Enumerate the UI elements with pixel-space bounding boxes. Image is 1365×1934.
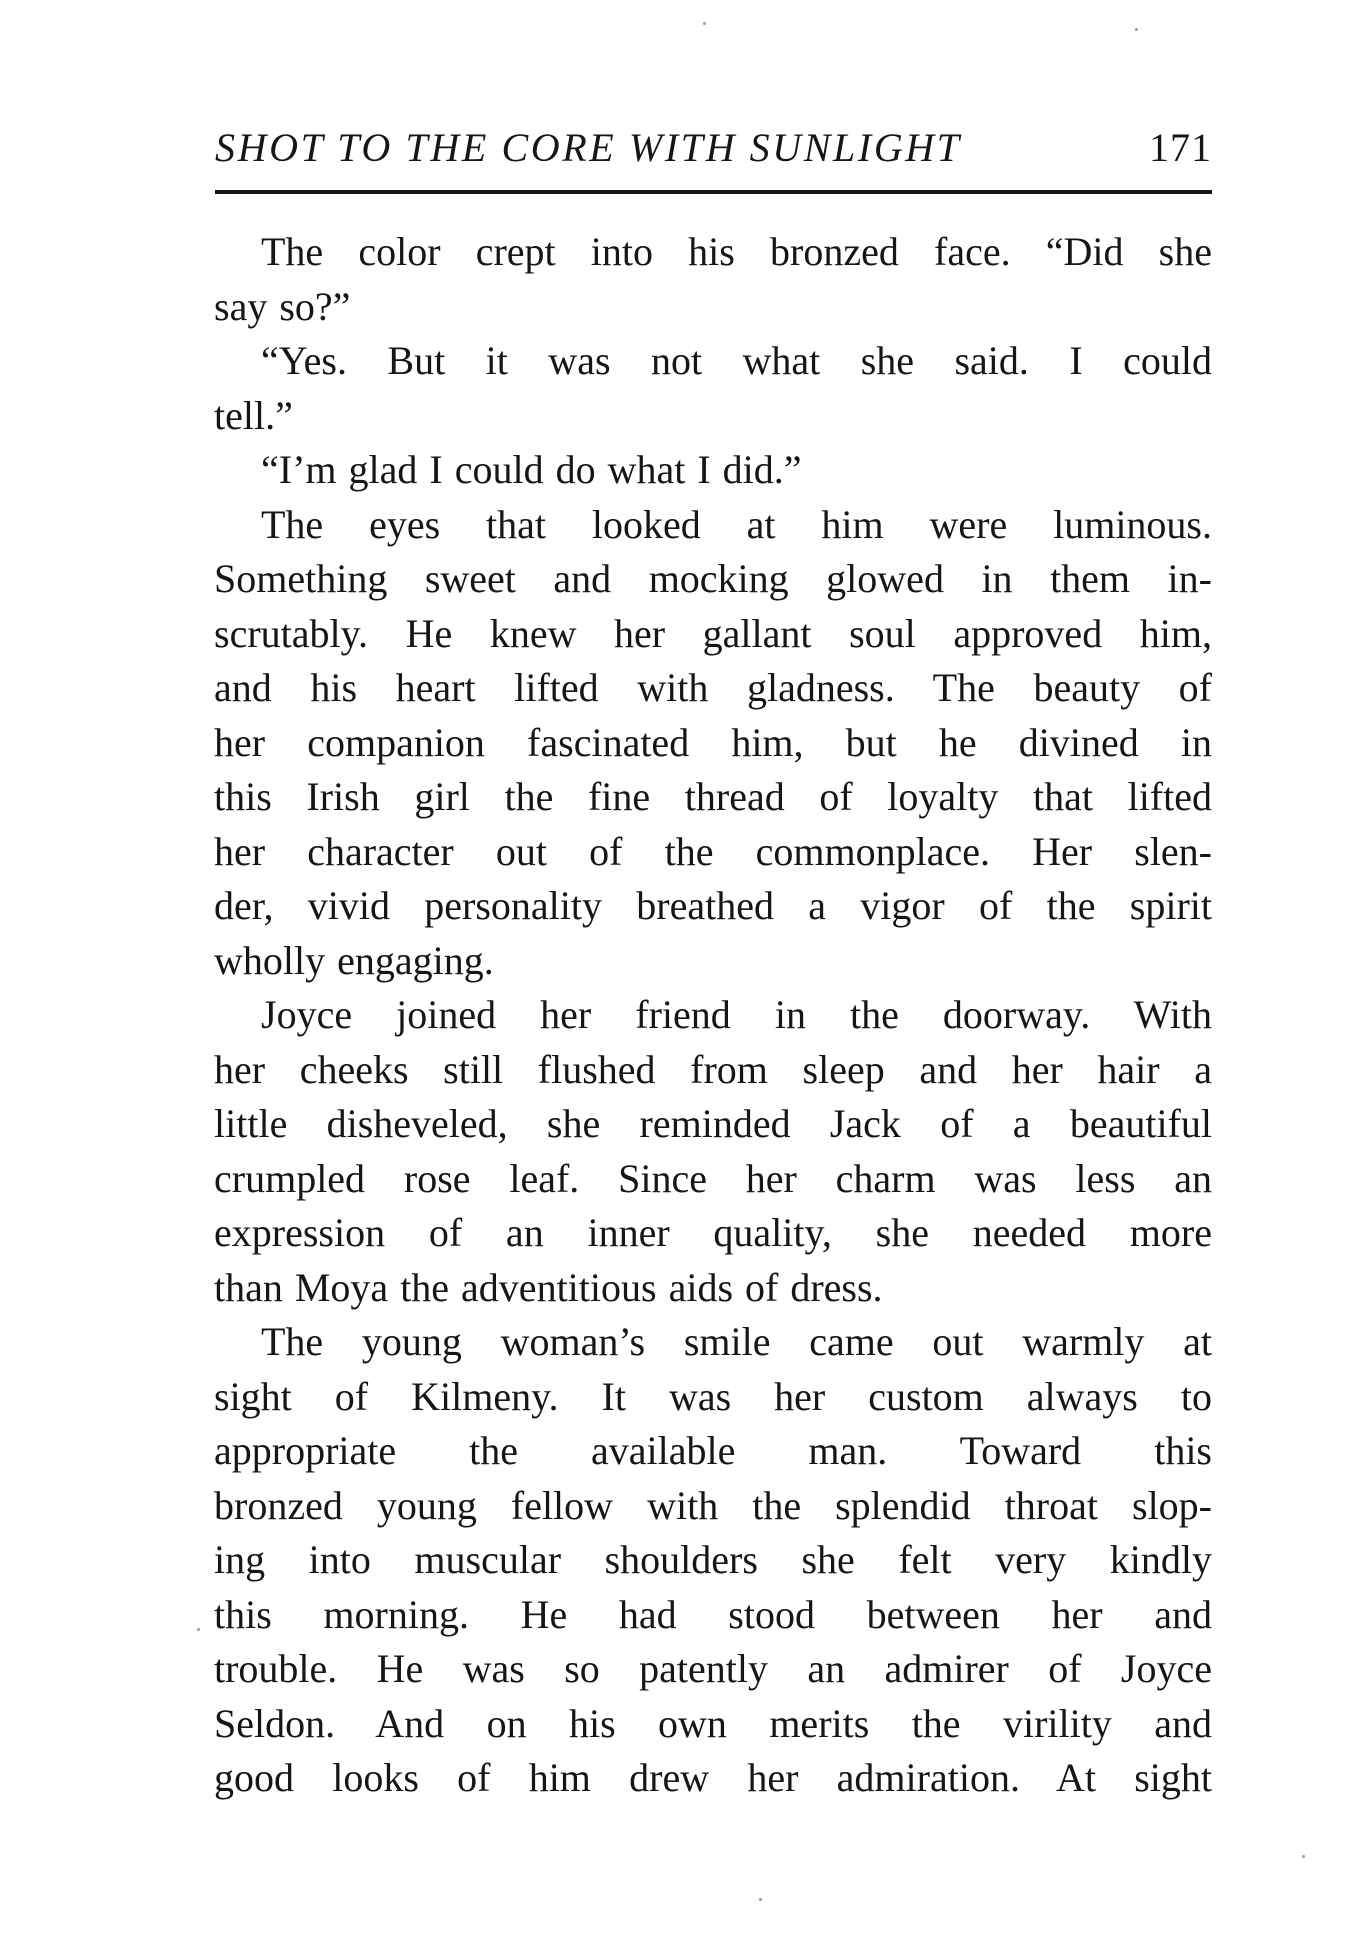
text-line: Joyce joined her friend in the doorway. With bbox=[261, 992, 1212, 1037]
text-line: sight of Kilmeny. It was her custom always to bbox=[214, 1373, 1212, 1419]
body-text bbox=[214, 225, 1212, 1806]
text-line: this Irish girl the fine thread of loyalty that lifted bbox=[214, 774, 1212, 819]
text-line: Seldon. And on his own merits the virility and bbox=[214, 1700, 1212, 1746]
scan-speck bbox=[703, 22, 706, 25]
scan-speck bbox=[759, 1898, 762, 1901]
paragraph bbox=[214, 443, 1212, 498]
text-line: ing into muscular shoulders she felt very kindly bbox=[214, 1537, 1212, 1582]
paragraph bbox=[214, 334, 1212, 443]
text-line: crumpled rose leaf. Since her charm was less an bbox=[214, 1155, 1212, 1201]
text-line: bronzed young fellow with the splendid throat slop- bbox=[214, 1482, 1212, 1528]
text-line: The color crept into his bronzed face. “Did she bbox=[261, 229, 1212, 274]
text-line: der, vivid personality breathed a vigor of the spirit bbox=[214, 883, 1212, 928]
text-line: her companion fascinated him, but he divined in bbox=[214, 719, 1212, 765]
paragraph bbox=[214, 498, 1212, 989]
text-line: little disheveled, she reminded Jack of a beautiful bbox=[214, 1101, 1212, 1146]
text-line: say so?” bbox=[214, 283, 351, 329]
text-line: The eyes that looked at him were luminous. bbox=[261, 501, 1212, 547]
text-line: her cheeks still flushed from sleep and her hair a bbox=[214, 1046, 1212, 1092]
text-line: appropriate the available man. Toward this bbox=[214, 1428, 1212, 1473]
running-title: SHOT TO THE CORE WITH SUNLIGHT bbox=[215, 125, 962, 170]
text-line: scrutably. He knew her gallant soul approved him, bbox=[214, 610, 1212, 656]
text-line: “Yes. But it was not what she said. I could bbox=[261, 338, 1212, 383]
text-line: Something sweet and mocking glowed in them in- bbox=[214, 556, 1212, 601]
scan-speck bbox=[197, 1628, 200, 1631]
text-line: The young woman’s smile came out warmly at bbox=[261, 1319, 1212, 1364]
scan-speck bbox=[1302, 1855, 1305, 1858]
text-line: this morning. He had stood between her and bbox=[214, 1591, 1212, 1637]
paragraph bbox=[214, 988, 1212, 1315]
text-line: her character out of the commonplace. Her slen- bbox=[214, 828, 1212, 874]
paragraph bbox=[214, 225, 1212, 334]
scan-speck bbox=[1135, 28, 1138, 31]
page-number: 171 bbox=[1149, 125, 1212, 170]
text-line: good looks of him drew her admiration. At sight bbox=[214, 1755, 1212, 1800]
paragraph bbox=[214, 1315, 1212, 1806]
text-line: expression of an inner quality, she needed more bbox=[214, 1210, 1212, 1255]
text-line: and his heart lifted with gladness. The beauty of bbox=[214, 665, 1212, 710]
text-line: trouble. He was so patently an admirer of Joyce bbox=[214, 1646, 1212, 1691]
text-line: wholly engaging. bbox=[214, 937, 494, 983]
header-rule bbox=[215, 190, 1212, 194]
page-header bbox=[215, 125, 1212, 190]
text-line: than Moya the adventitious aids of dress. bbox=[214, 1264, 883, 1310]
text-line: “I’m glad I could do what I did.” bbox=[261, 447, 802, 492]
text-line: tell.” bbox=[214, 392, 293, 438]
